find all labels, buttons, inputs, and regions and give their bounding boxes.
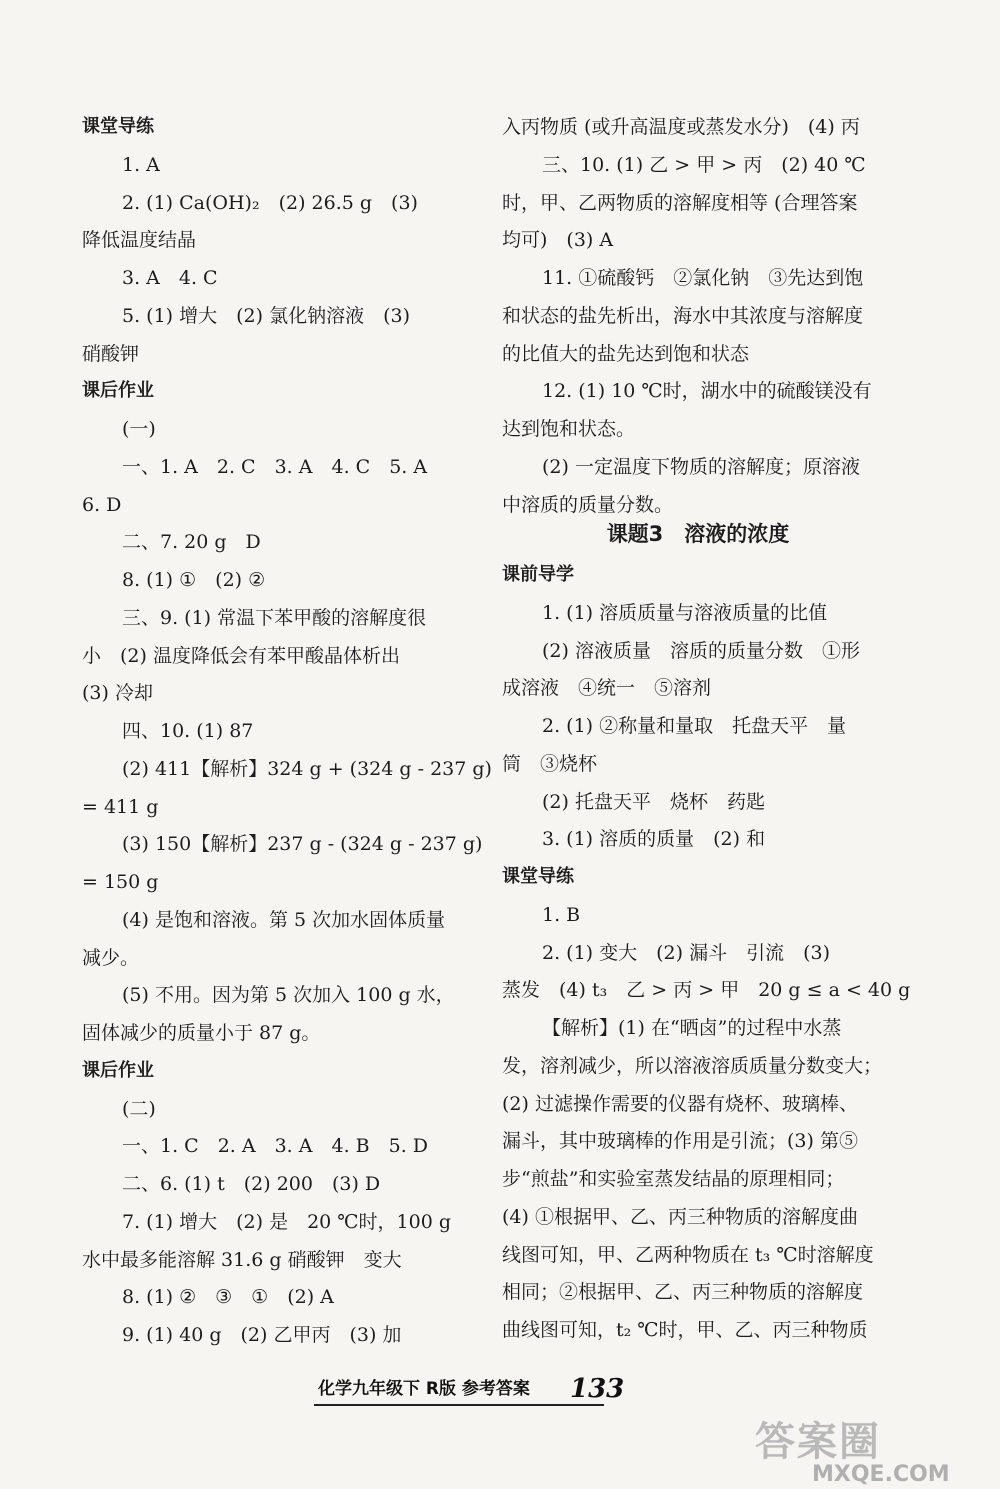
page-number: 133 [570,1374,625,1404]
text-line: 曲线图可知，t₂ ℃时，甲、乙、丙三种物质 [502,1319,868,1341]
text-line: 降低温度结晶 [82,229,197,251]
text-line: 9. (1) 40 g (2) 乙甲丙 (3) 加 [122,1324,402,1346]
section-heading: 课堂导练 [82,116,154,137]
text-line: 相同；②根据甲、乙、丙三种物质的溶解度 [502,1281,864,1303]
text-line: 一、1. A 2. C 3. A 4. C 5. A [122,456,428,478]
text-line: (3) 冷却 [82,682,153,704]
text-line: = 150 g [82,871,159,893]
text-line: 线图可知，甲、乙两种物质在 t₃ ℃时溶解度 [502,1244,874,1266]
text-line: (2) 一定温度下物质的溶解度；原溶液 [542,456,860,478]
watermark-logo: 答案圈 [755,1419,881,1465]
text-line: 12. (1) 10 ℃时，湖水中的硫酸镁没有 [542,380,872,402]
section-title: 课题3 溶液的浓度 [606,522,790,546]
text-line: 固体减少的质量小于 87 g。 [82,1022,321,1044]
text-line: (二) [122,1098,156,1120]
text-line: 11. ①硫酸钙 ②氯化钠 ③先达到饱 [542,267,864,289]
footer-label: 化学九年级下 R版 参考答案 [318,1379,530,1399]
watermark-url: MXQE.COM [812,1462,950,1487]
text-line: 四、10. (1) 87 [122,720,254,742]
text-line: 【解析】(1) 在“晒卤”的过程中水蒸 [542,1017,842,1039]
text-line: 步“煎盐”和实验室蒸发结晶的原理相同； [502,1168,845,1190]
section-heading: 课后作业 [82,380,154,401]
text-line: 三、9. (1) 常温下苯甲酸的溶解度很 [122,607,427,629]
text-line: 时，甲、乙两物质的溶解度相等 (合理答案 [502,192,858,214]
text-line: 二、6. (1) t (2) 200 (3) D [122,1173,381,1195]
text-line: (3) 150【解析】237 g - (324 g - 237 g) [122,833,483,855]
text-line: (2) 溶液质量 溶质的质量分数 ①形 [542,640,860,662]
section-heading: 课前导学 [502,564,574,585]
text-line: 6. D [82,494,122,516]
text-line: 减少。 [82,947,140,969]
text-line: 蒸发 (4) t₃ 乙 > 丙 > 甲 20 g ≤ a < 40 g [502,979,911,1001]
text-line: 成溶液 ④统一 ⑤溶剂 [502,677,712,699]
text-line: 3. A 4. C [122,267,218,289]
text-line: (5) 不用。因为第 5 次加入 100 g 水， [122,984,455,1006]
text-line: (2) 411【解析】324 g + (324 g - 237 g) [122,758,492,780]
section-heading: 课后作业 [82,1060,154,1081]
text-line: 2. (1) 变大 (2) 漏斗 引流 (3) [542,942,830,964]
text-line: (4) 是饱和溶液。第 5 次加水固体质量 [122,909,446,931]
text-line: 三、10. (1) 乙 > 甲 > 丙 (2) 40 ℃ [542,154,866,176]
text-line: (4) ①根据甲、乙、丙三种物质的溶解度曲 [502,1206,858,1228]
text-line: = 411 g [82,796,159,818]
text-line: 8. (1) ② ③ ① (2) A [122,1286,334,1308]
text-line: 筒 ③烧杯 [502,753,598,775]
text-line: 均可) (3) A [502,229,614,251]
text-line: 2. (1) ②称量和量取 托盘天平 量 [542,715,847,737]
text-line: 一、1. C 2. A 3. A 4. B 5. D [122,1135,429,1157]
text-line: 漏斗，其中玻璃棒的作用是引流；(3) 第⑤ [502,1130,858,1152]
text-line: 7. (1) 增大 (2) 是 20 ℃时，100 g [122,1211,452,1233]
text-line: 和状态的盐先析出，海水中其浓度与溶解度 [502,305,864,327]
text-line: 1. A [122,154,160,176]
text-line: 2. (1) Ca(OH)₂ (2) 26.5 g (3) [122,192,418,214]
page-footer [318,1374,530,1399]
section-heading: 课堂导练 [502,866,574,887]
text-line: (2) 托盘天平 烧杯 药匙 [542,791,765,813]
text-line: 中溶质的质量分数。 [502,494,674,516]
text-line: 1. B [542,904,581,926]
text-line: 水中最多能溶解 31.6 g 硝酸钾 变大 [82,1249,402,1271]
text-line: 8. (1) ① (2) ② [122,569,266,591]
text-line: (一) [122,418,156,440]
text-line: 小 (2) 温度降低会有苯甲酸晶体析出 [82,645,400,667]
text-line: 入丙物质 (或升高温度或蒸发水分) (4) 丙 [502,116,860,138]
text-line: 5. (1) 增大 (2) 氯化钠溶液 (3) [122,305,410,327]
text-line: 1. (1) 溶质质量与溶液质量的比值 [542,602,828,624]
text-line: 的比值大的盐先达到饱和状态 [502,343,750,365]
text-line: 硝酸钾 [82,343,140,365]
text-line: 达到饱和状态。 [502,418,636,440]
text-line: 3. (1) 溶质的质量 (2) 和 [542,828,766,850]
text-line: 二、7. 20 g D [122,531,261,553]
text-line: (2) 过滤操作需要的仪器有烧杯、玻璃棒、 [502,1093,858,1115]
text-line: 发，溶剂减少，所以溶液溶质质量分数变大； [502,1055,883,1077]
